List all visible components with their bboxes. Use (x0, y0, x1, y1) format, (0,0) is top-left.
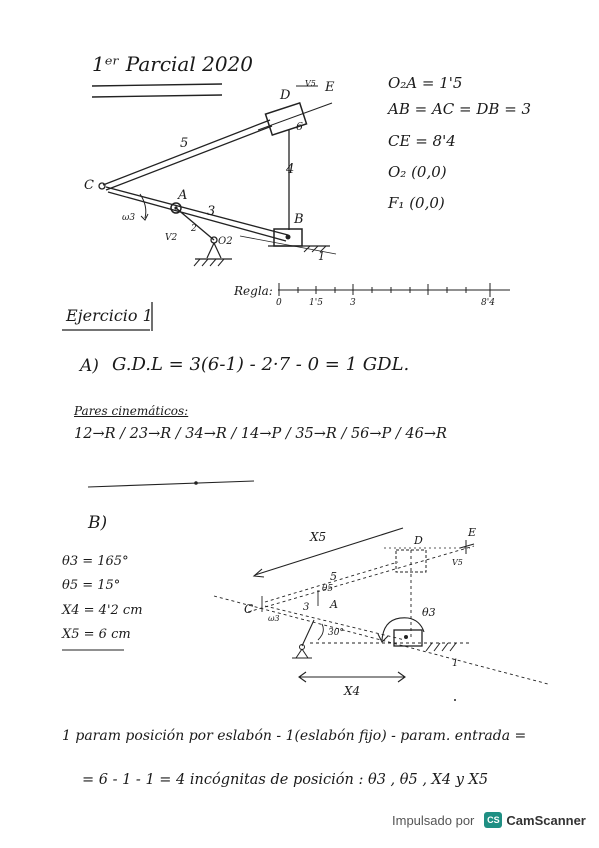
camscanner-logo-icon: CS (484, 812, 502, 828)
gdl-formula: G.D.L = 3(6-1) - 2·7 - 0 = 1 GDL. (112, 354, 410, 375)
label-E: E (325, 80, 335, 95)
given-item: F₁ (0,0) (388, 194, 445, 212)
powered-by-text: Impulsado por (392, 812, 475, 828)
exercise-title: Ejercicio 1 (66, 306, 153, 325)
label-D: D (280, 88, 291, 103)
label-w3: ω3 (122, 213, 136, 223)
page-title: 1ᵉʳ Parcial 2020 (92, 52, 253, 76)
label-30deg: 30° (328, 628, 344, 638)
pairs-title: Pares cinemáticos: (74, 404, 189, 418)
part-b-label: B) (88, 513, 108, 533)
value-item: θ5 = 15° (62, 578, 121, 593)
label-link-5: 5 (180, 136, 189, 151)
conclusion-line-1: 1 param posición por eslabón - 1(eslabón fijo) - param. entrada = (62, 728, 527, 744)
value-item: X5 = 6 cm (62, 627, 131, 642)
label-X5: X5 (310, 530, 327, 544)
label-theta5: θ5 (322, 584, 334, 594)
label-X4: X4 (344, 684, 361, 698)
label-O2: O2 (218, 236, 233, 247)
given-item: O₂A = 1'5 (388, 74, 463, 92)
scale-tick: 8'4 (481, 298, 495, 308)
label-link-3: 3 (207, 204, 216, 219)
given-item: CE = 8'4 (388, 132, 456, 150)
label-theta3: θ3 (422, 606, 436, 619)
label-link-3: 3 (303, 602, 310, 613)
scale-tick: 3 (350, 298, 356, 308)
label-E: E (468, 526, 477, 539)
scale-label: Reglа: (234, 284, 273, 298)
label-v5: V5 (452, 558, 463, 567)
label-link-6: 6 (296, 120, 303, 133)
label-w3: ω3 (268, 614, 280, 623)
scale-tick: 1'5 (309, 298, 323, 308)
value-item: X4 = 4'2 cm (62, 603, 143, 618)
label-A: A (330, 598, 338, 611)
label-link-1: 1 (318, 250, 325, 263)
value-item: θ3 = 165° (62, 554, 129, 569)
camscanner-watermark (392, 812, 586, 828)
label-C: C (244, 602, 254, 616)
label-B: B (294, 212, 304, 227)
kinematic-pairs: 12→R / 23→R / 34→R / 14→P / 35→R / 56→P / 46→R (74, 426, 447, 442)
label-D: D (414, 534, 423, 547)
label-2: 2 (191, 224, 197, 234)
label-link-1: 1 (452, 658, 459, 669)
label-v2: V2 (165, 233, 178, 243)
conclusion-line-2: = 6 - 1 - 1 = 4 incógnitas de posición : θ3 , θ5 , X4 y X5 (82, 772, 489, 788)
label-link-4: 4 (286, 162, 295, 177)
label-link-5: 5 (330, 570, 337, 583)
part-a-label: A) (80, 356, 99, 376)
label-v5: V5 (305, 79, 316, 88)
label-A: A (178, 188, 188, 203)
label-C: C (84, 178, 94, 193)
camscanner-brand: CamScanner (506, 812, 586, 828)
given-item: AB = AC = DB = 3 (388, 100, 532, 118)
given-item: O₂ (0,0) (388, 163, 447, 181)
scale-tick: 0 (276, 298, 282, 308)
